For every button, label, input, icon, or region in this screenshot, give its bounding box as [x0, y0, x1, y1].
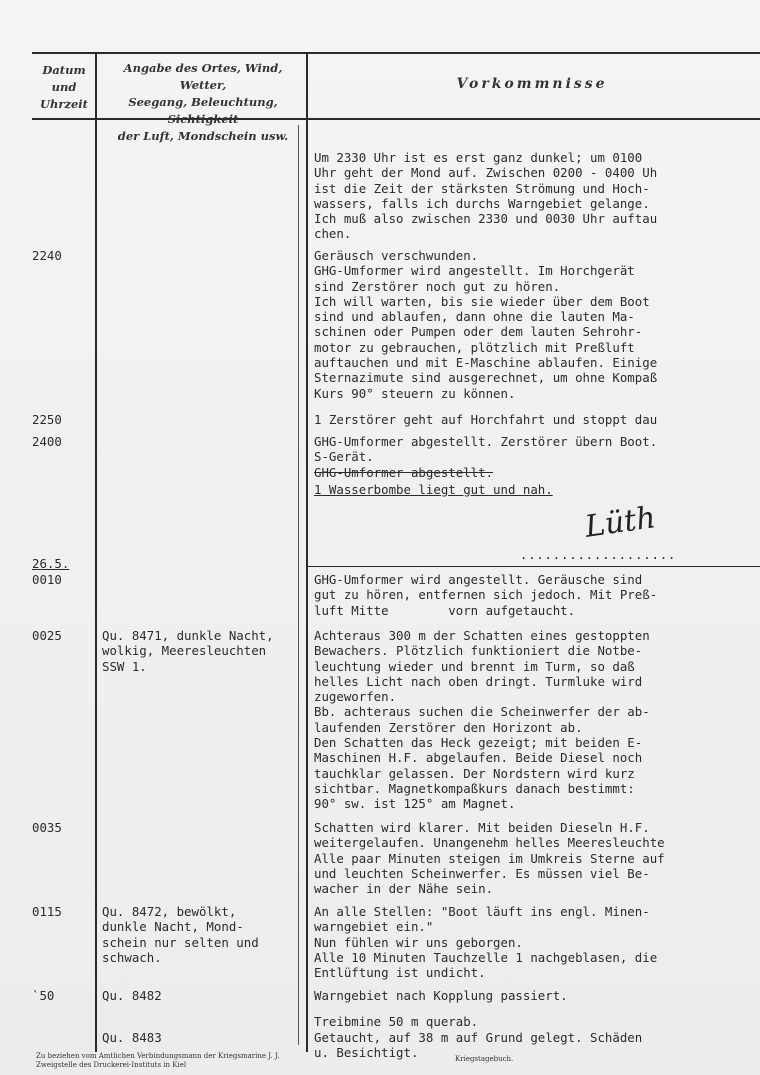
section-divider — [308, 566, 760, 567]
entry-0115: An alle Stellen: "Boot läuft ins engl. Minen- warngebiet ein." Nun fühlen wir uns geborgen. Alle 10 Minuten Tauchzelle 1 nachgeblasen, die Entlüftung ist undicht. — [314, 904, 658, 981]
column-divider-2 — [306, 52, 308, 1052]
column-divider-2b — [298, 125, 299, 1045]
time-0025: 0025 — [32, 628, 62, 643]
entry-2400: GHG-Umformer abgestellt. Zerstörer übern Boot. S-Gerät. — [314, 434, 658, 465]
location-0025: Qu. 8471, dunkle Nacht, wolkig, Meeresleuchten SSW 1. — [102, 628, 274, 674]
entry-0035: Schatten wird klarer. Mit beiden Dieseln H.F. weitergelaufen. Unangenehm helles Meeresleuchte Alle paar Minuten steigen im Umkreis Sterne auf und leuchten Scheinwerfer. Es müssen viel Be- wacher in der Nähe sein. — [314, 820, 665, 897]
time-2240: 2240 — [32, 248, 62, 263]
entry-2240: Geräusch verschwunden. GHG-Umformer wird angestellt. Im Horchgerät sind Zerstörer noch gut zu hören. Ich will warten, bis sie wieder über dem Boot sind und ablaufen, dann ohne die lauten Ma- schinen oder Pumpen oder dem lauten Sehrohr- motor zu gebrauchen, plötzlich mit Preßluft auftauchen und mit E-Maschine ablaufen. Einige Sternazimute sind ausgerechnet, um ohne Kompaß Kurs 90° steuern zu können. — [314, 248, 658, 401]
header-datum: Datum und Uhrzeit — [40, 63, 88, 111]
location-0150: Qu. 8482 — [102, 988, 162, 1003]
time-0150: `50 — [32, 988, 55, 1003]
header-vorkommnisse: Vorkommnisse — [456, 76, 608, 92]
entry-2400-bomb: 1 Wasserbombe liegt gut und nah. — [314, 482, 553, 497]
entry-last: Getaucht, auf 38 m auf Grund gelegt. Schäden u. Besichtigt. — [314, 1030, 643, 1061]
footer-note: Zu beziehen vom Amtlichen Verbindungsmann der Kriegsmarine J. J. Zweigstelle des Druckerei-Instituts in Kiel — [36, 1052, 280, 1069]
entry-intro: Um 2330 Uhr ist es erst ganz dunkel; um 0100 Uhr geht der Mond auf. Zwischen 0200 - 0400 Uh ist die Zeit der stärksten Strömung und Hoch- wassers, falls ich durchs Warngebiet gelange. Ich muß also zwischen 2330 und 0030 Uhr auftau chen. — [314, 150, 658, 242]
time-2400: 2400 — [32, 434, 62, 449]
time-0010: 0010 — [32, 572, 62, 587]
entry-0150-mine: Treibmine 50 m querab. — [314, 1014, 479, 1029]
time-0035: 0035 — [32, 820, 62, 835]
date-26-5: 26.5. — [32, 556, 70, 571]
entry-0150: Warngebiet nach Kopplung passiert. — [314, 988, 568, 1003]
footer-title: Kriegstagebuch. — [455, 1055, 514, 1063]
dotted-line: ................... — [520, 548, 677, 562]
time-0115: 0115 — [32, 904, 62, 919]
location-last: Qu. 8483 — [102, 1030, 162, 1045]
signature: Lüth — [582, 500, 658, 545]
column-divider-1 — [95, 52, 97, 1052]
entry-0025: Achteraus 300 m der Schatten eines gestoppten Bewachers. Plötzlich funktioniert die Notbe- leuchtung wieder und brennt im Turm, so daß helles Licht nach oben dringt. Turmluke wird zugeworfen. Bb. achteraus suchen die Scheinwerfer der ab- laufenden Zerstörer den Horizont ab. Den Schatten das Heck gezeigt; mit beiden E- Maschinen H.F. abgelaufen. Beide Diesel noch tauchklar gelassen. Der Nordstern wird kurz sichtbar. Magnetkompaßkurs danach bestimmt: 90° sw. ist 125° am Magnet. — [314, 628, 650, 812]
top-border — [32, 52, 760, 54]
entry-0010: GHG-Umformer wird angestellt. Geräusche sind gut zu hören, entfernen sich jedoch. Mit Preß- luft Mitte vorn aufgetaucht. — [314, 572, 658, 618]
header-angabe: Angabe des Ortes, Wind, Wetter, Seegang, Beleuchtung, Sichtigkeit der Luft, Mondschein usw. — [117, 61, 289, 143]
entry-2400-struck: GHG-Umformer abgestellt. — [314, 465, 494, 480]
time-2250: 2250 — [32, 412, 62, 427]
entry-2250: 1 Zerstörer geht auf Horchfahrt und stoppt dau — [314, 412, 658, 427]
location-0115: Qu. 8472, bewölkt, dunkle Nacht, Mond- schein nur selten und schwach. — [102, 904, 259, 965]
